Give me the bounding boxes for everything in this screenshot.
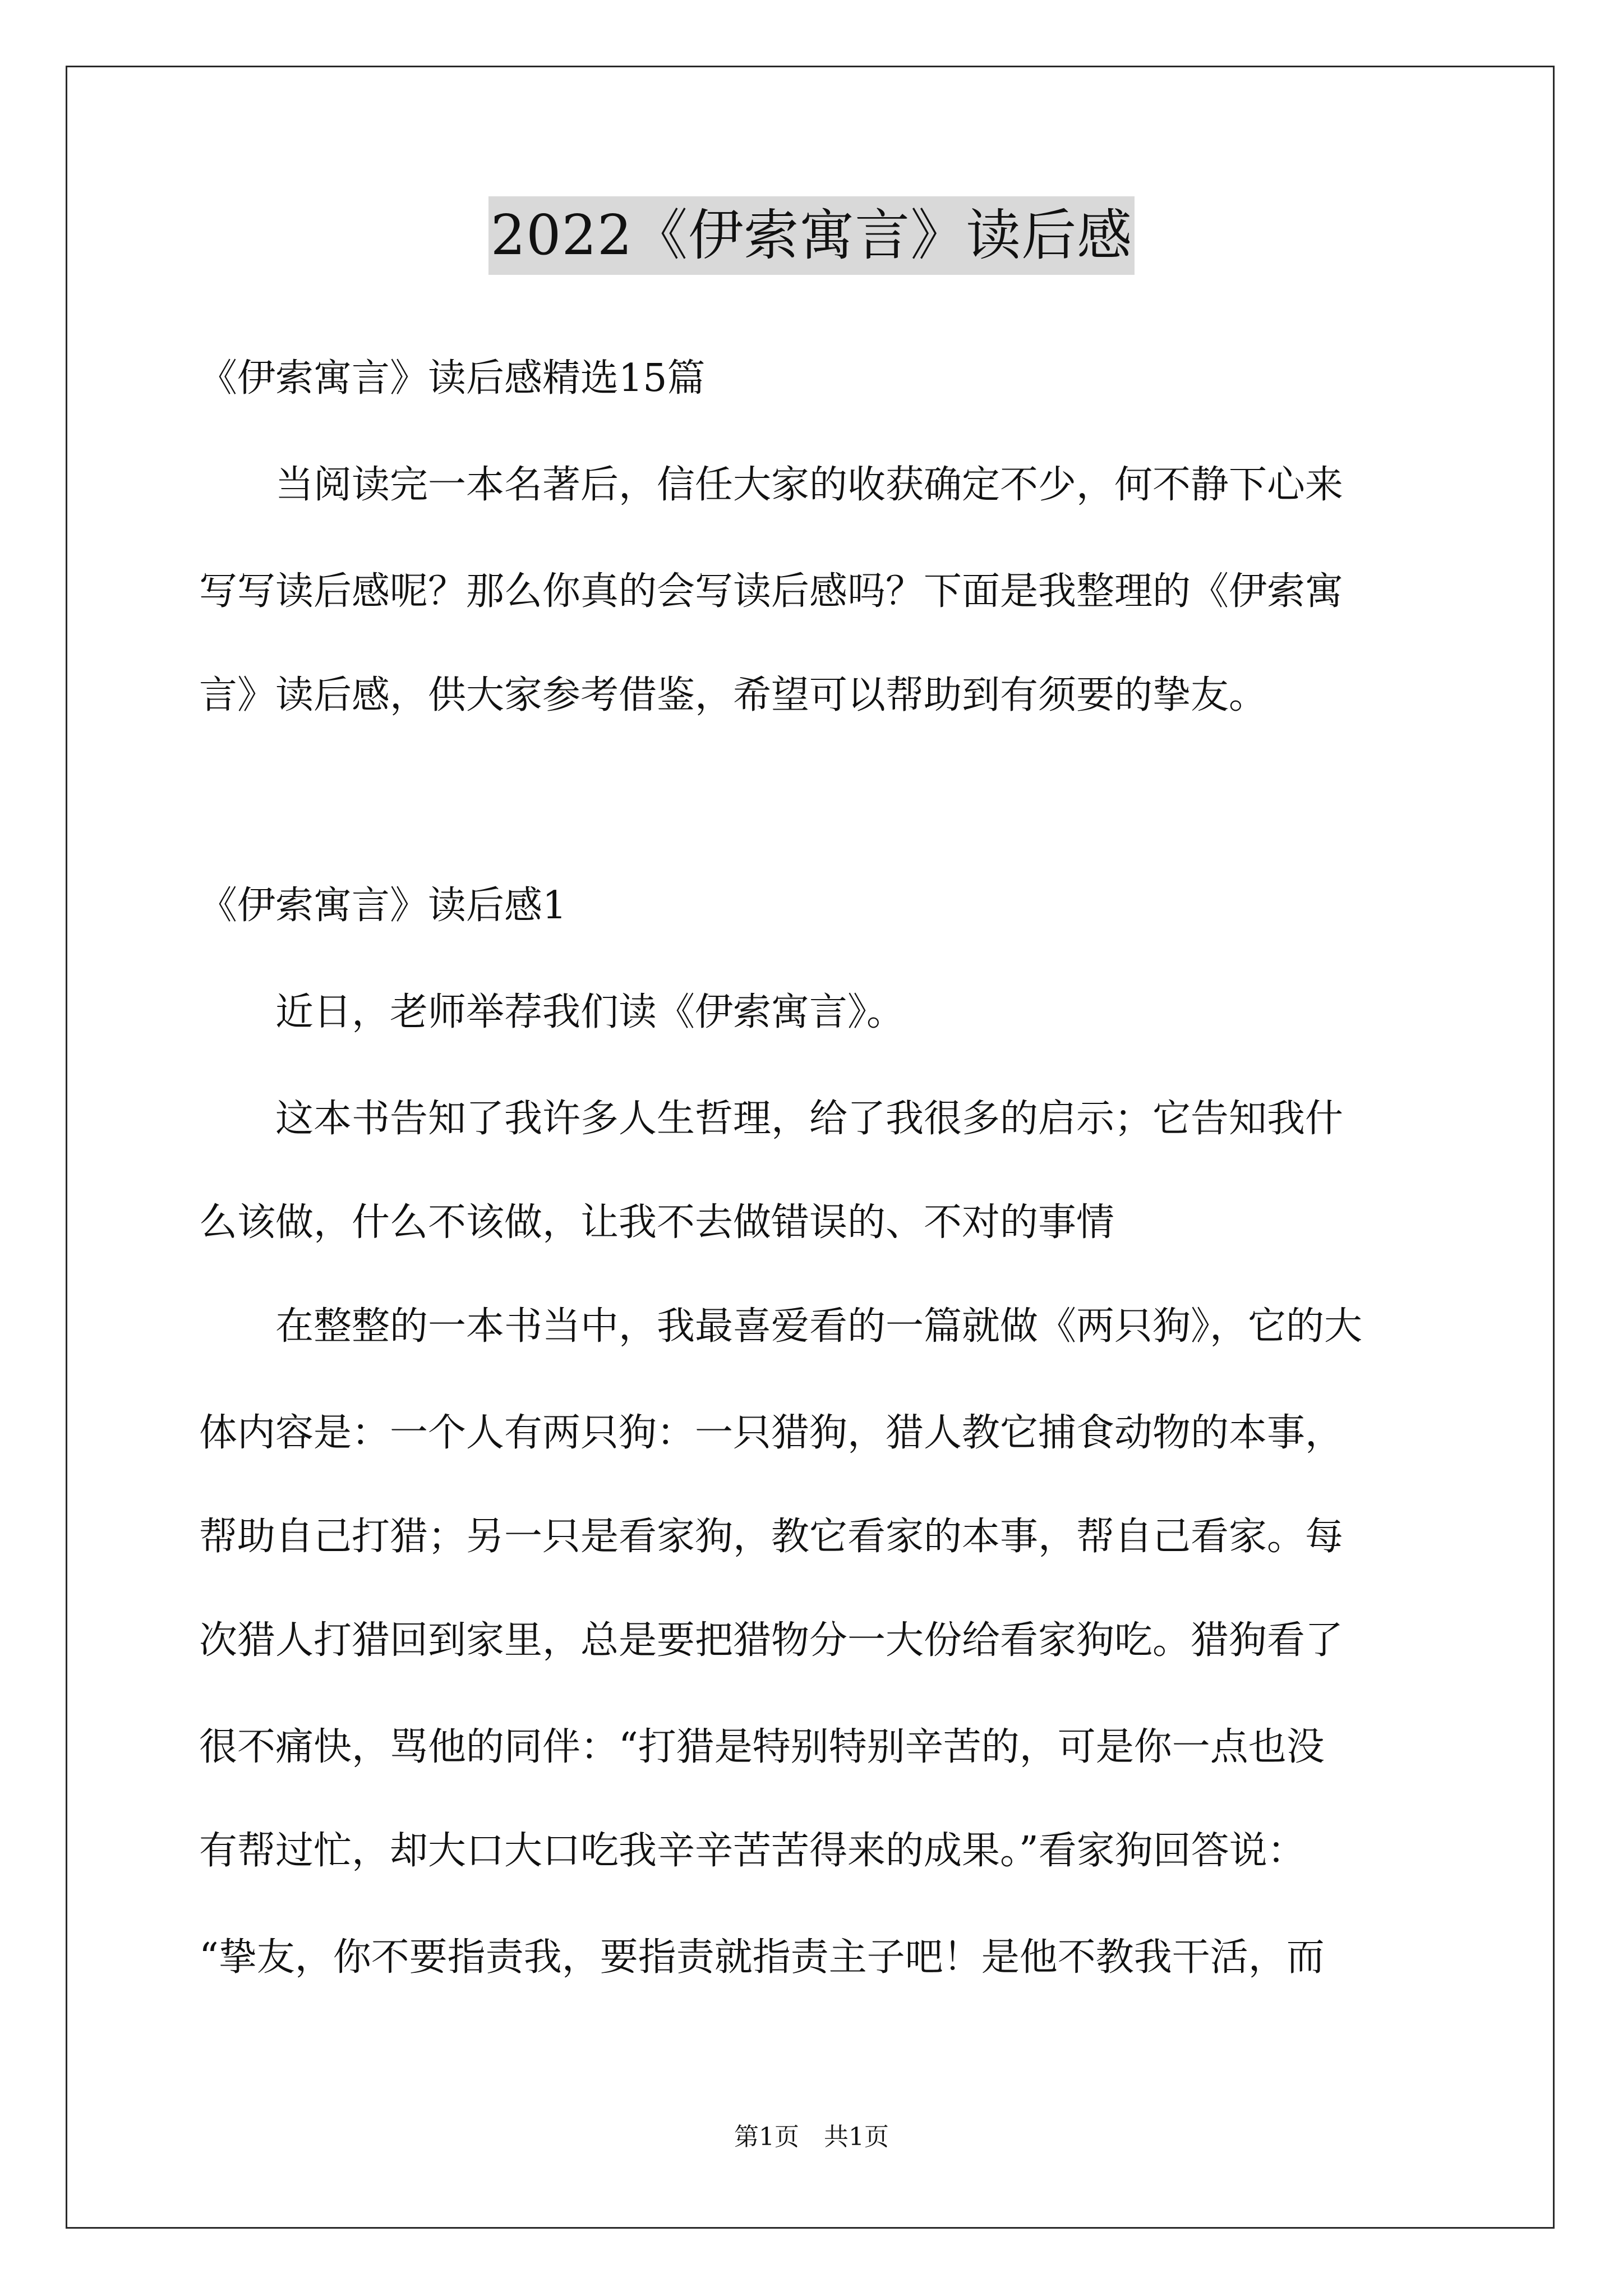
paragraph-line: 很不痛快，骂他的同伴：“打猎是特别特别辛苦的，可是你一点也没 <box>199 1725 1325 1769</box>
paragraph-line: 当阅读完一本名著后，信任大家的收获确定不少，何不静下心来 <box>199 463 1344 507</box>
paragraph-line: 帮助自己打猎；另一只是看家狗，教它看家的本事，帮自己看家。每 <box>199 1515 1344 1559</box>
paragraph-line: 这本书告知了我许多人生哲理，给了我很多的启示；它告知我什 <box>199 1097 1344 1141</box>
paragraph-line: “挚友，你不要指责我，要指责就指责主子吧！是他不教我干活，而 <box>199 1935 1325 1980</box>
paragraph-line: 次猎人打猎回到家里，总是要把猎物分一大份给看家狗吃。猎狗看了 <box>199 1618 1344 1663</box>
paragraph-line: 么该做，什么不该做，让我不去做错误的、不对的事情 <box>199 1200 1115 1245</box>
section-heading: 《伊索寓言》读后感1 <box>199 884 567 928</box>
paragraph-line: 体内容是：一个人有两只狗：一只猎狗，猎人教它捕食动物的本事， <box>199 1411 1344 1455</box>
paragraph-line: 近日，老师举荐我们读《伊索寓言》。 <box>199 990 905 1034</box>
paragraph-line: 有帮过忙，却大口大口吃我辛辛苦苦得来的成果。”看家狗回答说： <box>199 1829 1306 1873</box>
document-title: 2022《伊索寓言》读后感 <box>488 196 1135 275</box>
paragraph-line: 言》读后感，供大家参考借鉴，希望可以帮助到有须要的挚友。 <box>199 673 1267 717</box>
paragraph-line: 写写读后感呢？那么你真的会写读后感吗？下面是我整理的《伊索寓 <box>199 569 1344 614</box>
title-container <box>0 196 1623 275</box>
page-footer: 第1页 共1页 <box>734 2123 889 2151</box>
paragraph-line: 在整整的一本书当中，我最喜爱看的一篇就做《两只狗》，它的大 <box>199 1304 1363 1349</box>
subtitle-line: 《伊索寓言》读后感精选15篇 <box>199 356 706 401</box>
